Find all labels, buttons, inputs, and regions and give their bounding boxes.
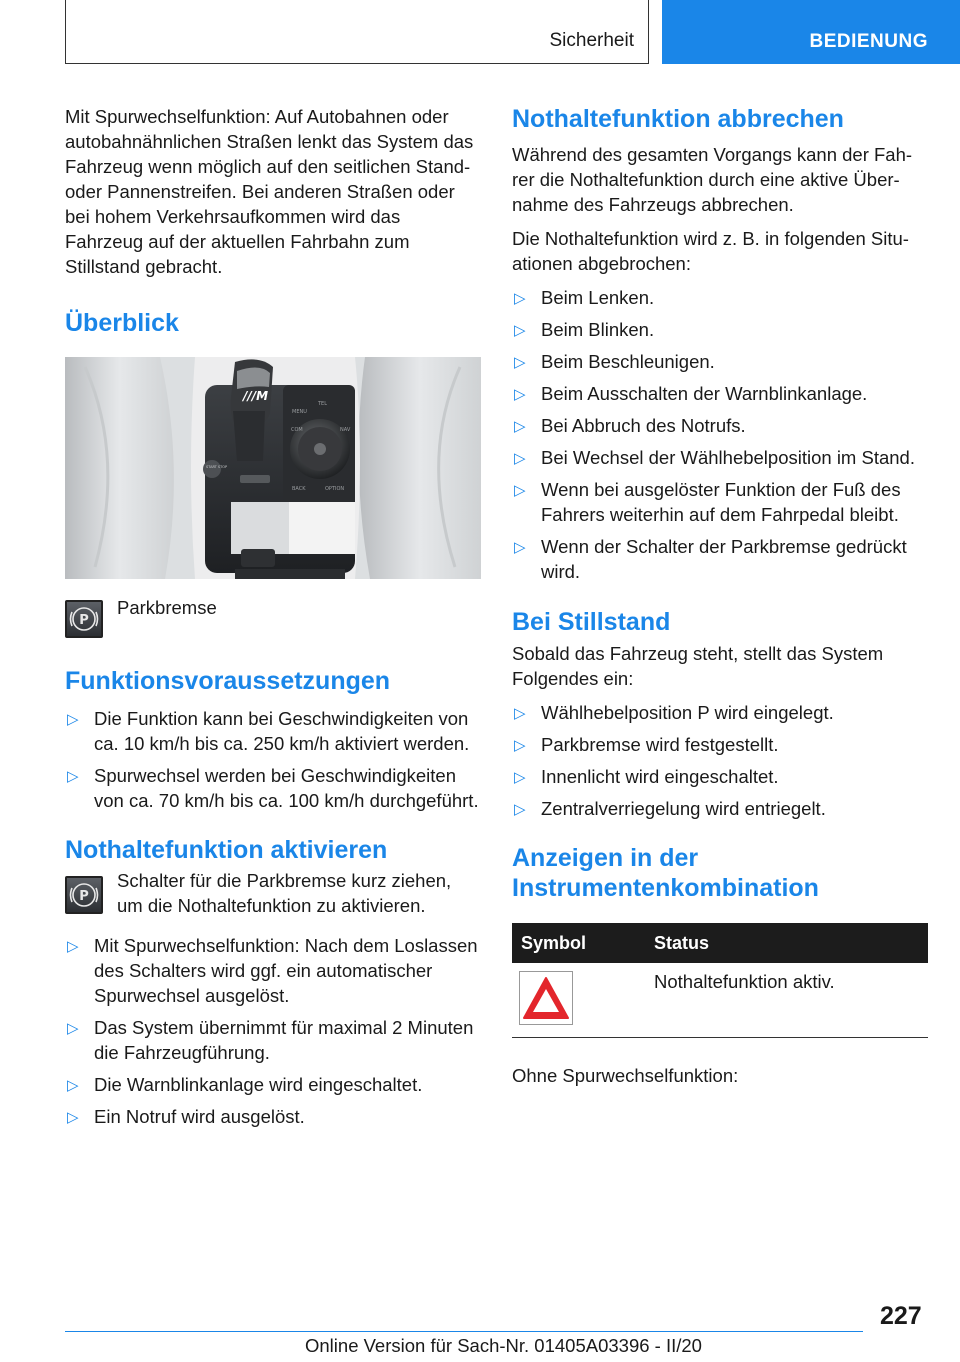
cancel-paragraph-1: Während des gesamten Vorgangs kann der Fahrer die Nothaltefunktion durch eine aktive Übernahme des Fahrzeugs abbrechen. [512, 144, 913, 215]
header-chapter-title: BEDIENUNG [809, 31, 928, 52]
left-column [65, 104, 481, 1136]
list-item: ▷ Spurwechsel werden bei Geschwindigkeiten von ca. 70 km/h bis ca. 100 km/h durchgeführt. [67, 765, 479, 811]
list-item: ▷ Mit Spurwechselfunktion: Nach dem Loslassen des Schalters wird ggf. ein automatischer Spurwechsel ausgelöst. [67, 935, 478, 1006]
list-item: ▷ Wählhebelposition P wird eingelegt. [512, 700, 928, 725]
activate-list [65, 933, 481, 1129]
parking-brake-icon [65, 600, 103, 638]
display-heading-line-1: Anzeigen in der [512, 844, 699, 872]
cancel-paragraph-2: Die Nothaltefunktion wird z. B. in folgenden Situationen abgebrochen: [512, 228, 909, 274]
bullet-triangle-icon: ▷ [514, 737, 526, 754]
list-item: ▷ Wenn bei ausgelöster Funktion der Fuß des Fahrers weiterhin auf dem Fahrpedal bleibt. [514, 479, 901, 525]
activate-text: Schalter für die Parkbremse kurz ziehen, um die Nothaltefunktion zu aktivieren. [117, 870, 452, 916]
back-button-label: BACK [292, 486, 306, 492]
list-item: ▷ Bei Abbruch des Notrufs. [512, 413, 928, 438]
table-header-symbol: Symbol [512, 923, 654, 963]
right-column [512, 104, 928, 1088]
table-row [512, 963, 928, 1037]
bullet-triangle-icon: ▷ [67, 1077, 79, 1094]
center-console-illustration [65, 357, 481, 579]
bullet-triangle-icon: ▷ [514, 705, 526, 722]
list-item: ▷ Die Funktion kann bei Geschwindigkeiten von ca. 10 km/h bis ca. 250 km/h aktiviert werden. [67, 708, 470, 754]
table-header-row [512, 923, 928, 963]
header-section-box [65, 0, 649, 64]
bullet-triangle-icon: ▷ [514, 418, 526, 435]
table-cell-symbol [512, 963, 654, 1037]
bullet-triangle-icon: ▷ [514, 322, 526, 339]
prerequisites-heading: Funktionsvoraussetzungen [65, 667, 391, 695]
list-item: ▷ Beim Blinken. [512, 317, 928, 342]
bullet-triangle-icon: ▷ [514, 769, 526, 786]
list-item: ▷ Innenlicht wird eingeschaltet. [512, 764, 928, 789]
svg-text:P: P [79, 889, 89, 904]
list-item: ▷ Beim Beschleunigen. [512, 349, 928, 374]
list-item: ▷ Beim Ausschalten der Warnblinkanlage. [512, 381, 928, 406]
display-table [512, 923, 928, 1038]
svg-text:P: P [79, 613, 89, 628]
start-stop-button-label: START STOP [206, 465, 228, 469]
bullet-triangle-icon: ▷ [514, 801, 526, 818]
list-item: ▷ Ein Notruf wird ausgelöst. [65, 1104, 481, 1129]
activate-heading: Nothaltefunktion aktivieren [65, 836, 388, 864]
center-console-figure [65, 357, 481, 579]
footer-online-version: Online Version für Sach-Nr. 01405A03396 - II/20 [305, 1335, 702, 1356]
bullet-triangle-icon: ▷ [514, 539, 526, 556]
page-number: 227 [880, 1302, 922, 1330]
list-item: ▷ Bei Wechsel der Wählhebelposition im Stand. [512, 445, 928, 470]
header-chapter-box [662, 0, 960, 64]
list-item: ▷ Wenn der Schalter der Parkbremse gedrückt wird. [514, 536, 907, 582]
standstill-list [512, 700, 928, 821]
parkbrake-legend [65, 596, 481, 646]
bullet-triangle-icon: ▷ [67, 1020, 79, 1037]
bullet-triangle-icon: ▷ [514, 354, 526, 371]
list-item: ▷ Beim Lenken. [512, 285, 928, 310]
menu-button-label: MENU [292, 409, 307, 415]
display-heading-line-2: Instrumentenkombination [512, 874, 819, 902]
prerequisites-list [65, 706, 481, 813]
bullet-triangle-icon: ▷ [67, 711, 79, 728]
cancel-heading: Nothaltefunktion abbrechen [512, 105, 844, 133]
bullet-triangle-icon: ▷ [514, 290, 526, 307]
warning-triangle-icon [519, 971, 573, 1025]
list-item: ▷ Das System übernimmt für maximal 2 Minuten die Fahrzeugführung. [67, 1017, 474, 1063]
standstill-paragraph: Sobald das Fahrzeug steht, stellt das System Folgendes ein: [512, 643, 884, 689]
footer-divider [65, 1331, 863, 1332]
bullet-triangle-icon: ▷ [514, 482, 526, 499]
tel-button-label: TEL [318, 401, 327, 407]
list-item: ▷ Die Warnblinkanlage wird eingeschaltet. [65, 1072, 481, 1097]
bullet-triangle-icon: ▷ [67, 938, 79, 955]
cancel-list [512, 285, 928, 584]
activate-instruction [65, 870, 481, 928]
parking-brake-icon [65, 876, 103, 914]
bullet-triangle-icon: ▷ [514, 386, 526, 403]
nav-button-label: NAV [340, 427, 351, 433]
without-lane-change-text: Ohne Spurwechselfunktion: [512, 1064, 739, 1086]
com-button-label: COM [291, 427, 303, 433]
overview-heading: Überblick [65, 309, 179, 337]
table-cell-status: Nothaltefunktion aktiv. [654, 971, 835, 992]
bullet-triangle-icon: ▷ [67, 768, 79, 785]
header-section-title: Sicherheit [549, 30, 634, 51]
gear-lever-logo: ///M [243, 389, 269, 403]
bullet-triangle-icon: ▷ [514, 450, 526, 467]
option-button-label: OPTION [325, 486, 345, 492]
parkbrake-label: Parkbremse [117, 597, 217, 618]
intro-paragraph: Mit Spurwechselfunktion: Auf Autobahnen oder autobahnähnlichen Straßen lenkt das System das Fahrzeug wenn möglich auf den seitlichen Stand- oder Pannenstreifen. Bei anderen Straßen oder bei hohem Verkehrsaufkommen wird das Fahrzeug auf der aktuellen Fahrbahn zum Stillstand gebracht. [65, 106, 474, 277]
table-header-status: Status [654, 923, 928, 963]
list-item: ▷ Parkbremse wird festgestellt. [512, 732, 928, 757]
bullet-triangle-icon: ▷ [67, 1109, 79, 1126]
standstill-heading: Bei Stillstand [512, 608, 671, 636]
list-item: ▷ Zentralverriegelung wird entriegelt. [512, 796, 928, 821]
display-heading [512, 843, 928, 903]
